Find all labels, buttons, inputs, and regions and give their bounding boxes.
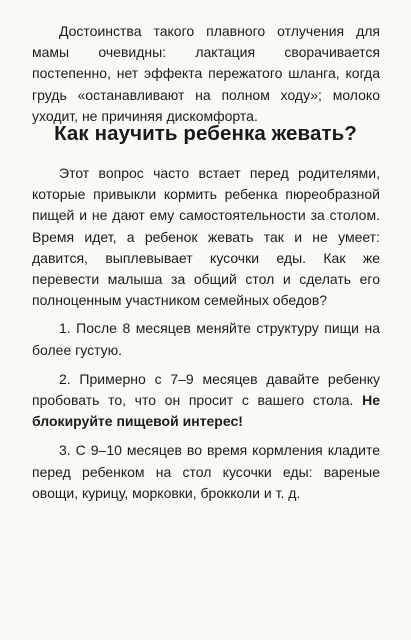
list-item-2-emphasis: Не блокируйте пищевой интерес! (32, 392, 380, 430)
section-body (32, 163, 380, 512)
intro-paragraph: Достоинства такого плавного отлучения для мамы очевидны: лактация сворачивается постепенно, нет эффекта пережатого шланга, когда грудь «останавливают на полном ходу»; молоко уходит, не причиняя дискомфорта. (32, 23, 380, 124)
list-item-2-text: 2. Примерно с 7–9 месяцев давайте ребенку пробовать то, что он просит с вашего стола. (32, 370, 380, 409)
list-item-3: 3. С 9–10 месяцев во время кормления кладите перед ребенком на стол кусочки еды: вареные овощи, курицу, морковки, брокколи и т. д. (32, 442, 380, 501)
intro-block (32, 21, 380, 134)
section-heading: Как научить ребенка жевать? (54, 122, 357, 145)
section-paragraph: Этот вопрос часто встает перед родителями, которые привыкли кормить ребенка пюреобразной пищей и не дают ему самостоятельности за столом. Время идет, а ребенок жевать так и не умеет: давится, выплевывает кусочки еды. Как же перевести малыша за общий стол и сделать его полноценным участником семейных обедов? (32, 165, 380, 309)
list-item-1: 1. После 8 месяцев меняйте структуру пищи на более густую. (32, 320, 380, 358)
list-item-2 (32, 369, 380, 433)
